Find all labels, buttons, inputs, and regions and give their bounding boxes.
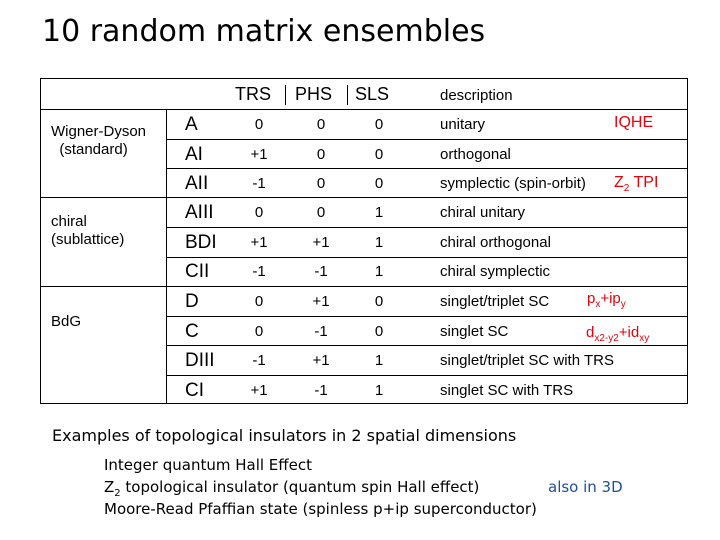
table-row [41, 257, 687, 287]
phs-value: +1 [312, 233, 330, 251]
trs-value: -1 [252, 263, 266, 280]
row-description: symplectic (spin-orbit) [440, 175, 586, 192]
phs-value: 0 [316, 116, 326, 133]
row-description: singlet/triplet SC with TRS [440, 352, 614, 369]
annotation-xy-subscript: xy [639, 333, 650, 344]
sls-value: 1 [374, 352, 384, 369]
sls-value: 0 [374, 145, 384, 163]
table-row [41, 376, 687, 406]
sls-value: 0 [374, 293, 384, 310]
trs-value: 0 [254, 322, 264, 340]
phs-value: 0 [316, 175, 326, 192]
trs-value: +1 [250, 381, 268, 399]
annotation-x-subscript: x [595, 299, 601, 310]
annotation-p-letter: p [587, 290, 596, 307]
annotation-x2y2-subscript: x2-y2 [594, 333, 619, 344]
annotation-iqhe: IQHE [614, 114, 654, 131]
phs-value: 0 [316, 204, 326, 221]
sls-value: 1 [374, 233, 384, 251]
class-label: A [185, 114, 198, 135]
row-description: chiral unitary [440, 204, 526, 221]
sls-value: 1 [374, 381, 384, 399]
annotation-tpi-text: TPI [629, 174, 659, 191]
row-description: singlet SC [440, 322, 509, 340]
row-description: singlet/triplet SC [440, 293, 550, 310]
trs-value: -1 [252, 352, 266, 369]
example-qsh-text: topological insulator (quantum spin Hall effect) [120, 478, 480, 496]
annotation-z2-tpi [614, 174, 658, 194]
example-moore-read: Moore-Read Pfaffian state (spinless p+ip superconductor) [104, 500, 537, 518]
sls-value: 0 [374, 175, 384, 192]
phs-value: -1 [314, 381, 328, 399]
header-trs: TRS [235, 84, 271, 104]
phs-value: +1 [312, 352, 330, 369]
annotation-y-subscript: y [620, 299, 626, 310]
row-description: singlet SC with TRS [440, 381, 574, 399]
class-label: C [185, 320, 199, 342]
trs-value: 0 [254, 293, 264, 310]
row-description: orthogonal [440, 145, 511, 163]
class-label: CII [185, 261, 210, 282]
trs-value: 0 [254, 116, 264, 133]
sls-value: 0 [374, 116, 384, 133]
table-row [41, 228, 687, 258]
phs-value: +1 [312, 293, 330, 310]
sls-value: 1 [374, 204, 384, 221]
trs-value: +1 [250, 233, 268, 251]
annotation-z2-subscript: 2 [623, 183, 630, 195]
group-label-chiral: chiral (sublattice) [51, 213, 125, 248]
row-description: unitary [440, 116, 486, 133]
example-z-letter: Z [104, 478, 115, 496]
table-row [41, 110, 687, 140]
header-description: description [440, 87, 513, 104]
header-sls: SLS [355, 84, 390, 104]
row-description: chiral symplectic [440, 263, 551, 280]
phs-value: 0 [316, 145, 326, 163]
examples-heading: Examples of topological insulators in 2 spatial dimensions [52, 426, 517, 445]
example-z-subscript: 2 [114, 488, 121, 499]
header-separator [347, 85, 348, 105]
group-label-bdg: BdG [51, 313, 82, 330]
example-qsh [104, 478, 479, 499]
table-row [41, 169, 687, 199]
header-separator [285, 85, 286, 105]
group-label-wigner-dyson: Wigner-Dyson (standard) [51, 123, 147, 158]
annotation-d-letter: d [586, 324, 595, 341]
trs-value: 0 [254, 204, 264, 221]
class-label: D [185, 291, 199, 312]
table-row [41, 198, 687, 228]
header-phs: PHS [295, 84, 333, 104]
class-label: AI [185, 143, 203, 165]
annotation-id-text: +id [618, 324, 640, 341]
class-label: CI [185, 379, 204, 401]
class-label: AIII [185, 202, 214, 223]
trs-value: +1 [250, 145, 268, 163]
class-label: DIII [185, 350, 215, 371]
sls-value: 1 [374, 263, 384, 280]
annotation-px-ipy [587, 290, 626, 310]
also-in-3d-note: also in 3D [548, 478, 623, 496]
phs-value: -1 [314, 263, 328, 280]
annotation-z2-letter: Z [614, 174, 624, 191]
example-iqhe: Integer quantum Hall Effect [104, 456, 312, 474]
table-row [41, 346, 687, 376]
trs-value: -1 [252, 175, 266, 192]
table-row [41, 140, 687, 170]
class-label: BDI [185, 231, 217, 253]
annotation-ip-text: +ip [600, 290, 621, 307]
class-label: AII [185, 173, 209, 194]
slide-title: 10 random matrix ensembles [42, 14, 486, 49]
annotation-dx2y2-idxy [586, 324, 649, 344]
sls-value: 0 [374, 322, 384, 340]
phs-value: -1 [314, 322, 328, 340]
ensemble-table [40, 78, 688, 404]
row-description: chiral orthogonal [440, 233, 551, 251]
